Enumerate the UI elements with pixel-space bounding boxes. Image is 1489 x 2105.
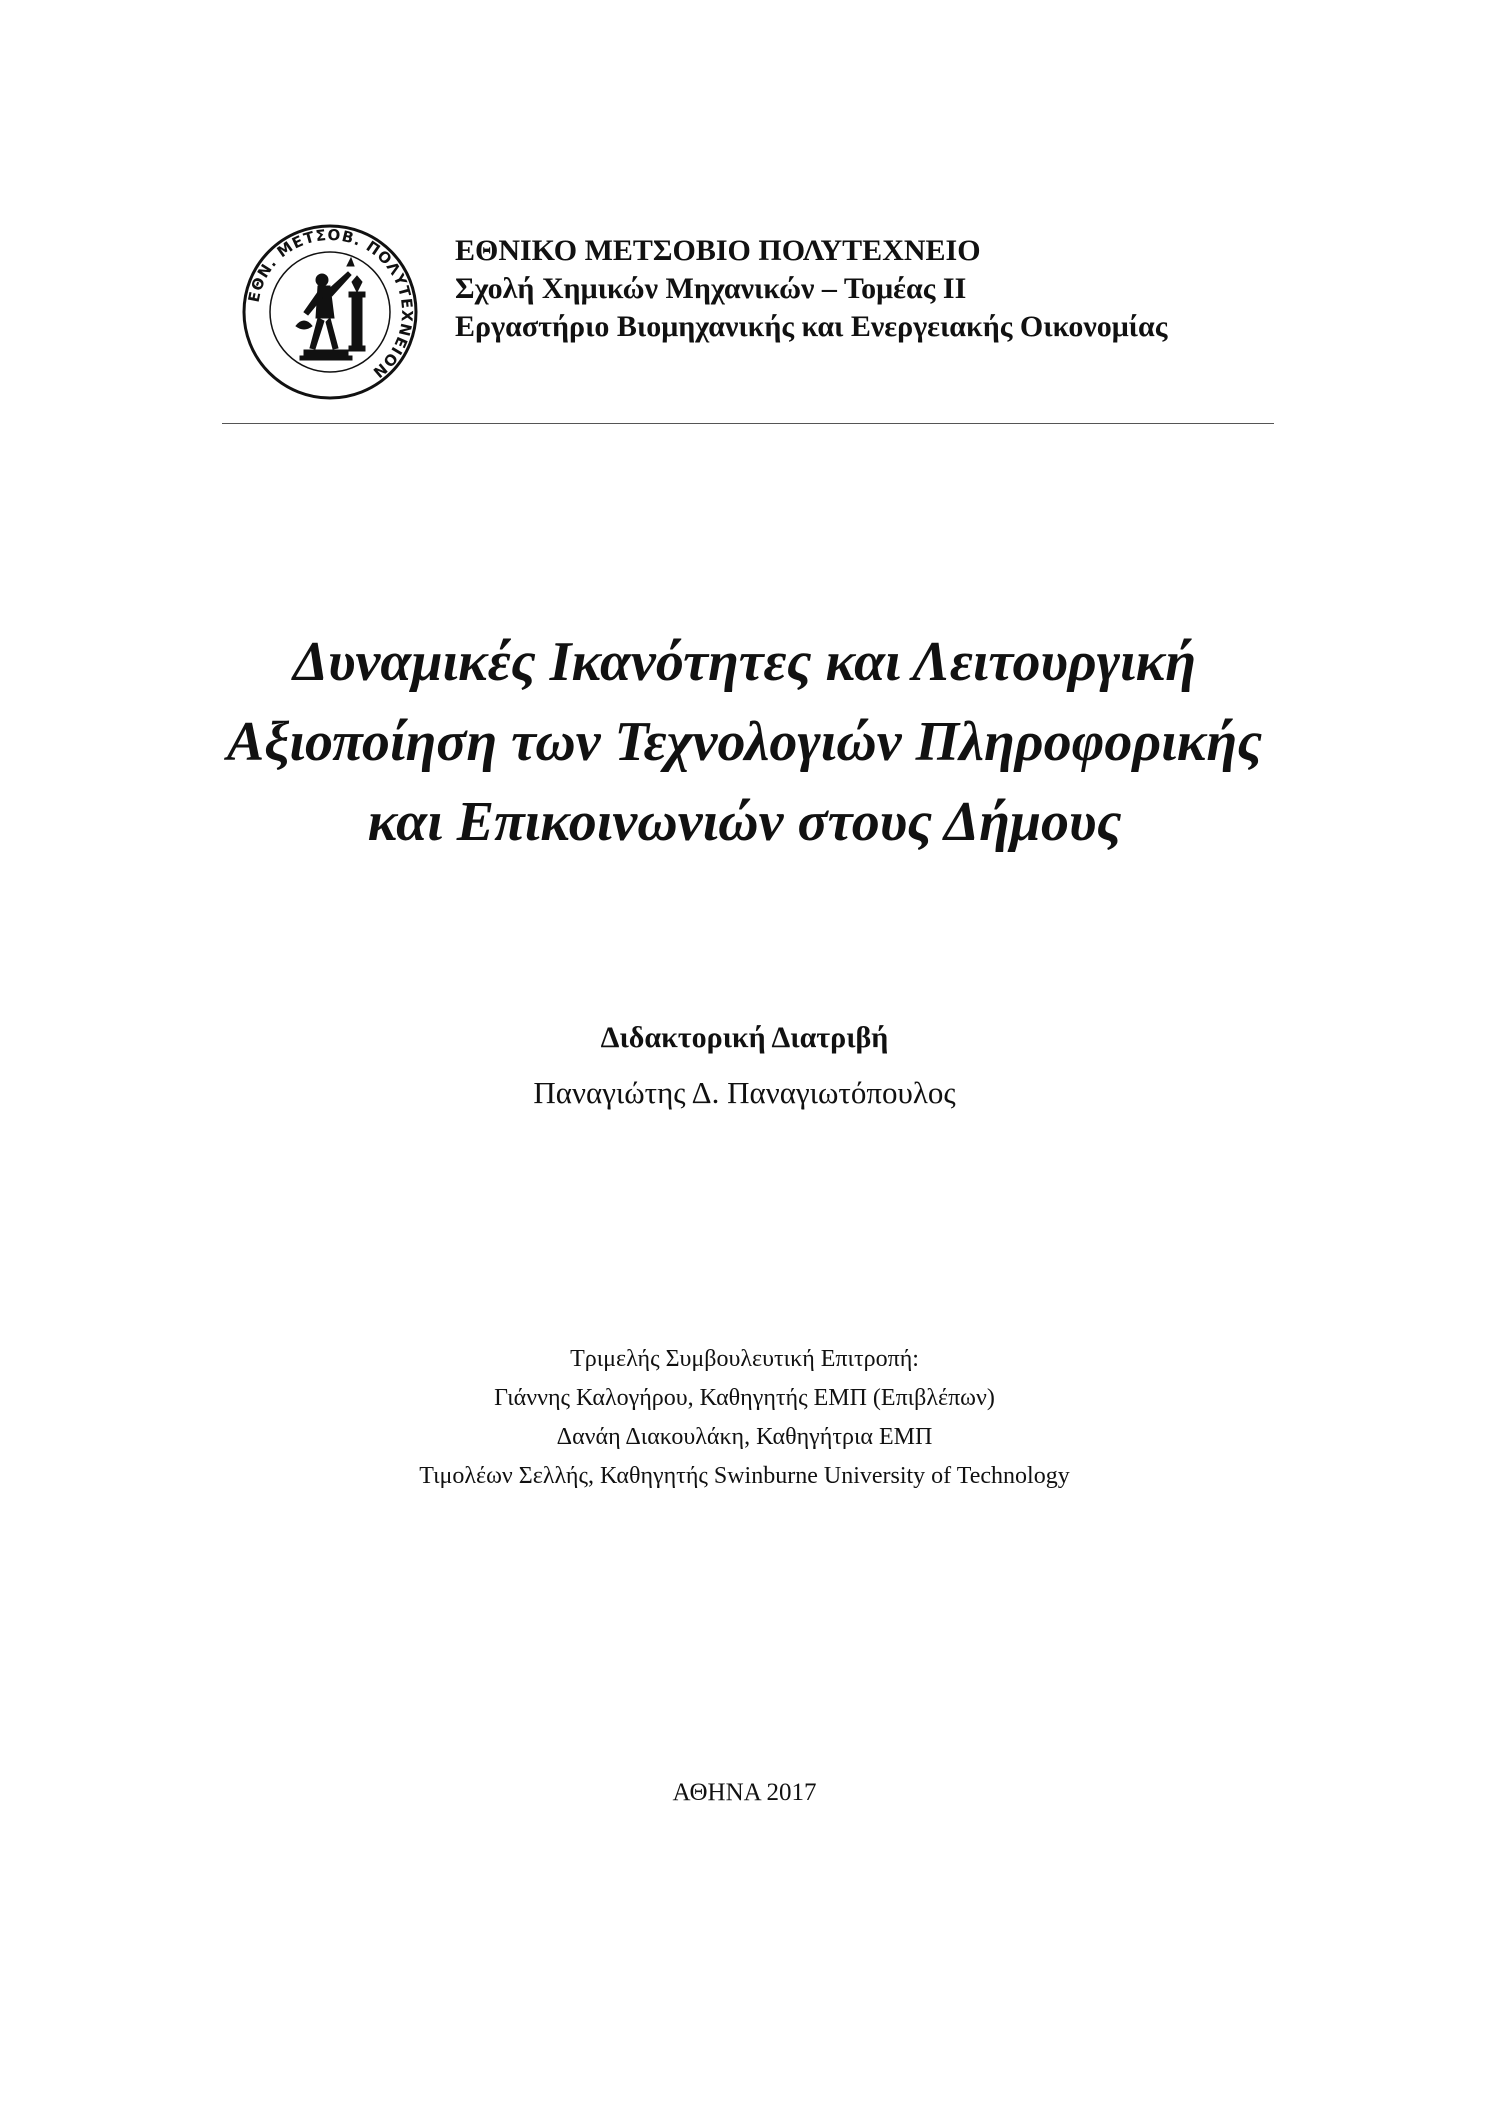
ntua-seal-icon — [240, 222, 420, 402]
committee-member: Τιμολέων Σελλής, Καθηγητής Swinburne University of Technology — [419, 1463, 1070, 1489]
thesis-type: Διδακτορική Διατριβή — [600, 1021, 889, 1054]
institution-name: ΕΘΝΙΚΟ ΜΕΤΣΟΒΙΟ ΠΟΛΥΤΕΧΝΕΙΟ — [455, 234, 981, 267]
header-text-block — [455, 232, 1275, 346]
author-name: Παναγιώτης Δ. Παναγιωτόπουλος — [533, 1075, 956, 1110]
title-line-1: Δυναμικές Ικανότητες και Λειτουργική — [292, 631, 1197, 693]
committee-member: Δανάη Διακουλάκη, Καθηγήτρια ΕΜΠ — [556, 1424, 933, 1450]
school-name: Σχολή Χημικών Μηχανικών – Τομέας ΙΙ — [455, 272, 967, 305]
advisory-committee — [0, 1340, 1489, 1496]
title-line-3: και Επικοινωνιών στους Δήμους — [367, 791, 1122, 853]
institution-header — [240, 222, 1280, 412]
thesis-title — [100, 622, 1389, 862]
committee-heading: Τριμελής Συμβουλευτική Επιτροπή: — [570, 1346, 919, 1372]
place-year: ΑΘΗΝΑ 2017 — [672, 1779, 817, 1806]
seal-legend: ΕΘΝ. ΜΕΤΣΟΒ. ΠΟΛΥΤΕΧΝΕΙΟΝ — [244, 225, 417, 382]
title-line-2: Αξιοποίηση των Τεχνολογιών Πληροφορικής — [226, 711, 1263, 773]
committee-member: Γιάννης Καλογήρου, Καθηγητής ΕΜΠ (Επιβλέπων) — [494, 1385, 995, 1411]
laboratory-name: Εργαστήριο Βιομηχανικής και Ενεργειακής Οικονομίας — [455, 310, 1168, 343]
header-divider — [222, 423, 1274, 424]
